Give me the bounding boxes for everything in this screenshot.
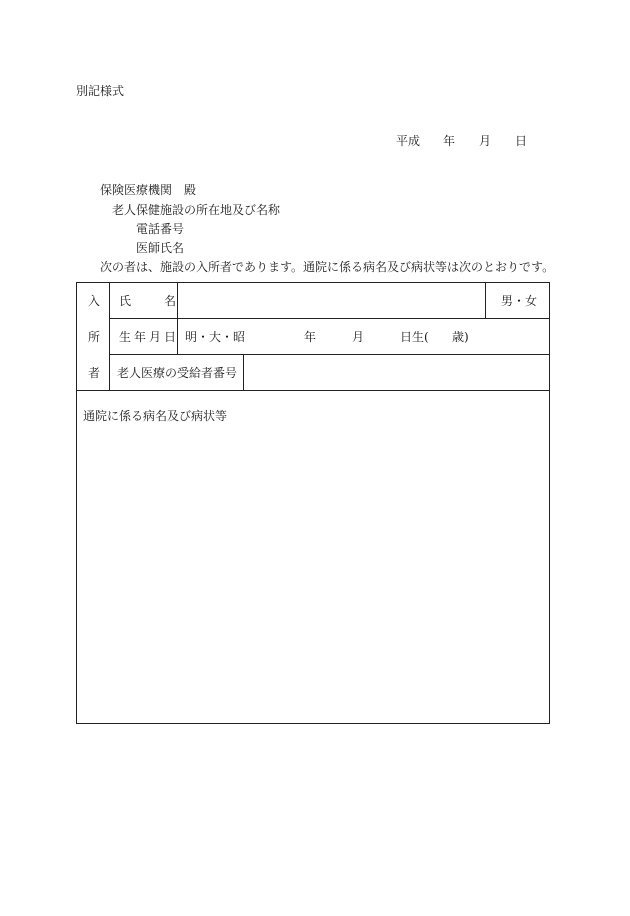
disease-field[interactable] — [79, 428, 547, 720]
birth-label: 生年月日 — [119, 330, 180, 344]
col-divider — [243, 354, 244, 390]
disease-label: 通院に係る病名及び病状等 — [83, 409, 228, 423]
resident-label-char: 所 — [88, 330, 101, 344]
date-era: 平成 — [396, 134, 421, 148]
intro-text: 次の者は、施設の入所者であります。通院に係る病名及び病状等は次のとおりです。 — [100, 260, 555, 274]
insurance-label: 老人医療の受給者番号 — [117, 366, 238, 380]
row-divider — [110, 318, 550, 319]
birth-year: 年 — [304, 330, 317, 344]
date-month: 月 — [479, 134, 492, 148]
phone-label: 電話番号 — [136, 222, 185, 236]
addressee: 保険医療機関 殿 — [100, 183, 197, 197]
sex-options[interactable]: 男・女 — [501, 294, 538, 308]
form-label: 別記様式 — [76, 84, 125, 98]
name-label: 氏 名 — [119, 294, 180, 308]
col-divider — [485, 283, 486, 318]
resident-label-char: 者 — [88, 366, 101, 380]
facility-line: 老人保健施設の所在地及び名称 — [112, 203, 281, 217]
name-field[interactable] — [179, 286, 483, 316]
resident-form-table — [76, 282, 550, 724]
date-year: 年 — [443, 134, 456, 148]
resident-label-char: 入 — [88, 294, 101, 308]
insurance-number-field[interactable] — [245, 358, 549, 388]
date-day: 日 — [515, 134, 528, 148]
age-unit: 歳) — [452, 330, 469, 344]
birth-day: 日生( — [400, 330, 429, 344]
row-divider — [110, 354, 550, 355]
doctor-label: 医師氏名 — [136, 241, 185, 255]
birth-month: 月 — [352, 330, 365, 344]
birth-eras[interactable]: 明・大・昭 — [185, 330, 246, 344]
row-divider — [77, 390, 550, 391]
col-divider — [109, 283, 110, 390]
